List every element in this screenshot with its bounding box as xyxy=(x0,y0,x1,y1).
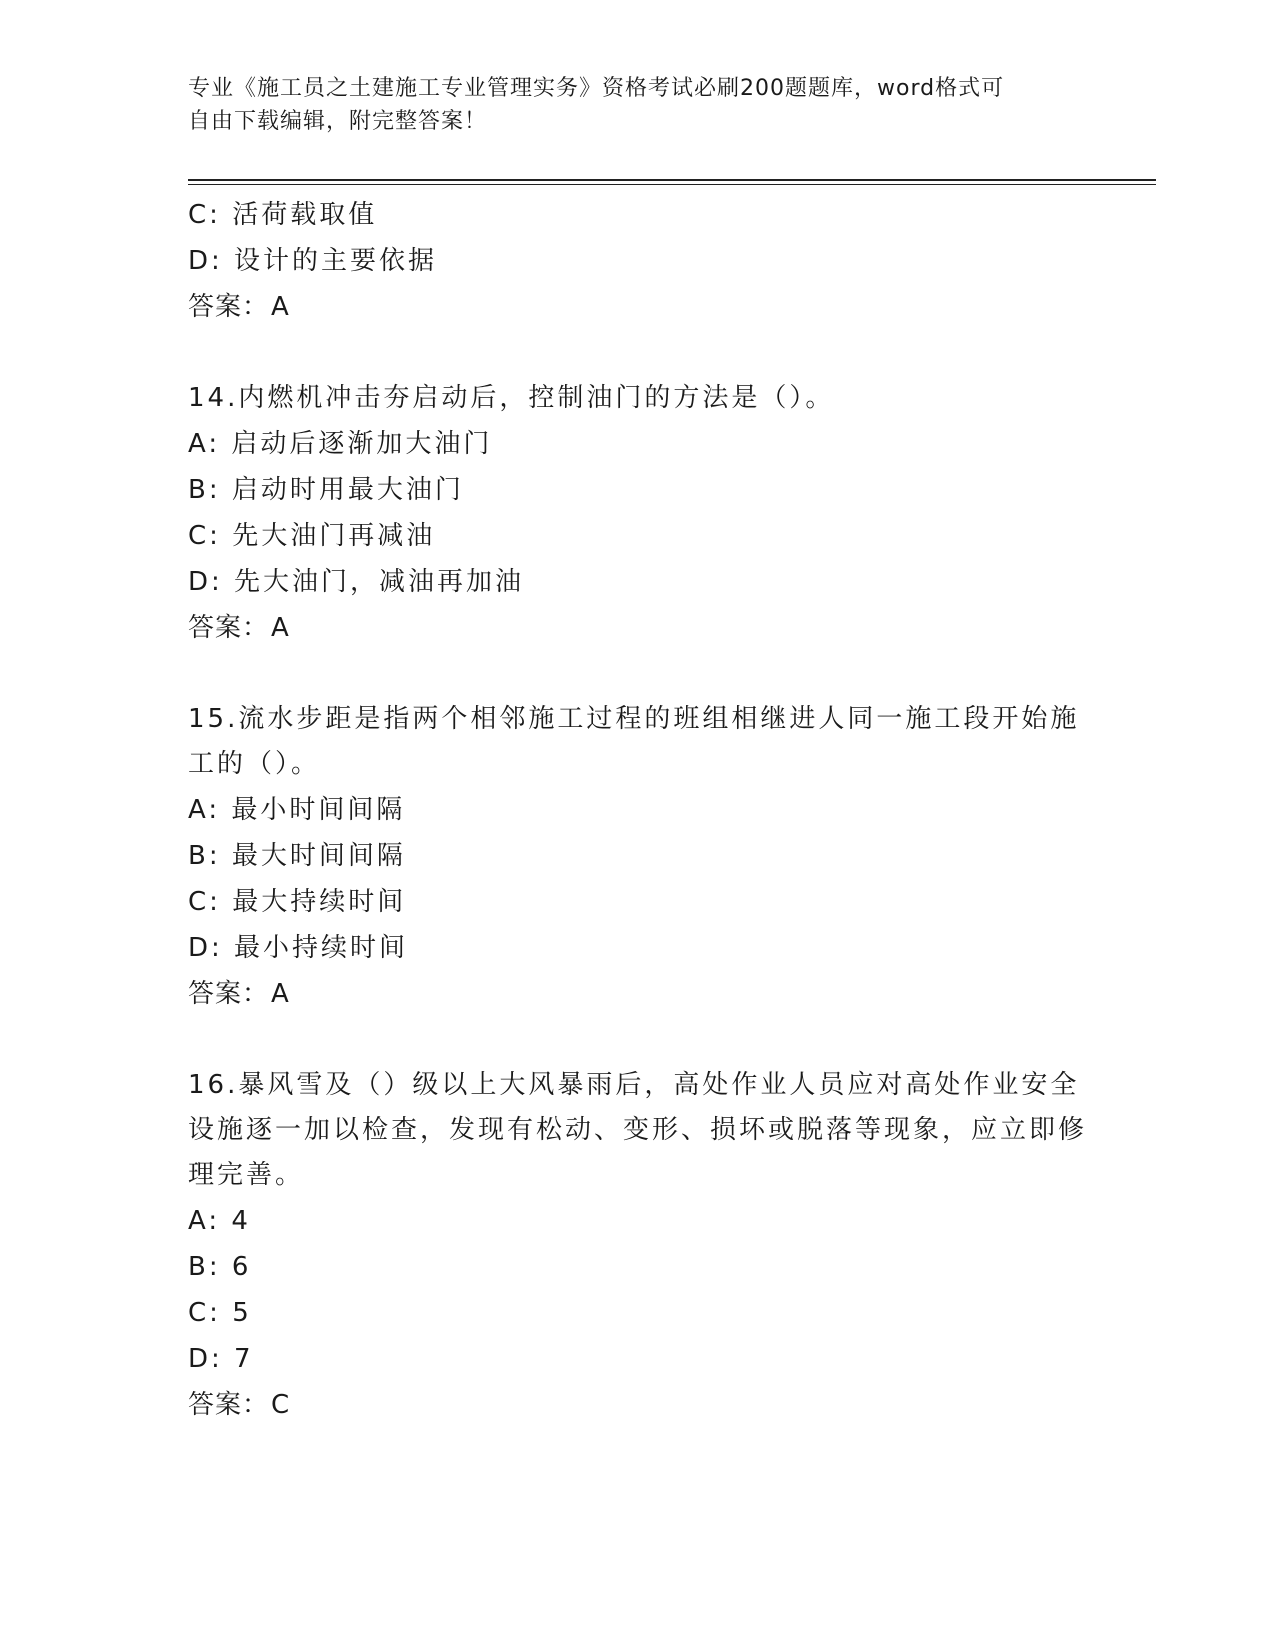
question-15 xyxy=(188,697,1088,1017)
answer-line xyxy=(188,284,1088,330)
answer-value: A xyxy=(271,613,290,643)
option-text: 最大持续时间 xyxy=(232,887,407,917)
option-c xyxy=(188,879,1088,925)
option-letter: D: xyxy=(188,933,223,963)
option-text: 最大时间间隔 xyxy=(231,841,406,871)
question-text xyxy=(188,376,1088,421)
option-text: 启动时用最大油门 xyxy=(231,475,464,505)
option-c xyxy=(188,513,1088,559)
option-text: 活荷载取值 xyxy=(232,200,378,230)
answer-label: 答案： xyxy=(188,1390,270,1420)
option-letter: D: xyxy=(188,246,223,276)
answer-label: 答案： xyxy=(188,979,270,1009)
option-c xyxy=(188,1290,1088,1336)
option-letter: A: xyxy=(188,429,221,459)
option-a xyxy=(188,1198,1088,1244)
option-text: 4 xyxy=(231,1206,251,1236)
option-letter: C: xyxy=(188,200,221,230)
option-d xyxy=(188,559,1088,605)
option-c xyxy=(188,192,1088,238)
header-rule-thin xyxy=(188,184,1156,185)
option-letter: D: xyxy=(188,567,223,597)
question-number: 16. xyxy=(188,1070,239,1100)
answer-label: 答案： xyxy=(188,292,270,322)
header-line-2: 自由下载编辑，附完整答案！ xyxy=(188,109,488,134)
question-text xyxy=(188,697,1088,787)
option-text: 启动后逐渐加大油门 xyxy=(231,429,493,459)
option-b xyxy=(188,1244,1088,1290)
answer-line xyxy=(188,605,1088,651)
option-letter: C: xyxy=(188,1298,221,1328)
option-letter: A: xyxy=(188,1206,221,1236)
question-body: 流水步距是指两个相邻施工过程的班组相继进人同一施工段开始施工的（）。 xyxy=(188,704,1080,779)
answer-value: A xyxy=(271,979,290,1009)
option-letter: C: xyxy=(188,521,221,551)
option-b xyxy=(188,467,1088,513)
header-line-1: 专业《施工员之土建施工专业管理实务》资格考试必刷200题题库，word格式可 xyxy=(188,76,1005,101)
option-letter: B: xyxy=(188,841,221,871)
question-number: 15. xyxy=(188,704,239,734)
option-d xyxy=(188,238,1088,284)
answer-value: A xyxy=(271,292,290,322)
question-14 xyxy=(188,376,1088,651)
option-b xyxy=(188,833,1088,879)
option-text: 先大油门再减油 xyxy=(232,521,436,551)
question-13-continued xyxy=(188,192,1088,330)
question-16 xyxy=(188,1063,1088,1428)
page-header xyxy=(188,72,1068,138)
answer-line xyxy=(188,971,1088,1017)
question-body: 内燃机冲击夯启动后，控制油门的方法是（）。 xyxy=(238,383,835,413)
question-list xyxy=(188,192,1088,1474)
question-body: 暴风雪及（）级以上大风暴雨后，高处作业人员应对高处作业安全设施逐一加以检查，发现有松动、变形、损坏或脱落等现象，应立即修理完善。 xyxy=(188,1070,1088,1190)
question-text xyxy=(188,1063,1088,1198)
option-d xyxy=(188,1336,1088,1382)
option-text: 6 xyxy=(231,1252,252,1282)
option-text: 设计的主要依据 xyxy=(234,246,438,276)
option-letter: B: xyxy=(188,475,221,505)
option-d xyxy=(188,925,1088,971)
answer-label: 答案： xyxy=(188,613,270,643)
option-text: 先大油门，减油再加油 xyxy=(234,567,525,597)
option-letter: B: xyxy=(188,1252,221,1282)
question-number: 14. xyxy=(188,383,239,413)
answer-line xyxy=(188,1382,1088,1428)
option-text: 最小持续时间 xyxy=(234,933,409,963)
option-letter: A: xyxy=(188,795,221,825)
answer-value: C xyxy=(271,1390,291,1420)
option-a xyxy=(188,421,1088,467)
option-text: 最小时间间隔 xyxy=(231,795,406,825)
option-a xyxy=(188,787,1088,833)
option-text: 5 xyxy=(232,1298,252,1328)
option-letter: C: xyxy=(188,887,221,917)
option-letter: D: xyxy=(188,1344,223,1374)
header-rule-thick xyxy=(188,179,1156,181)
option-text: 7 xyxy=(234,1344,254,1374)
